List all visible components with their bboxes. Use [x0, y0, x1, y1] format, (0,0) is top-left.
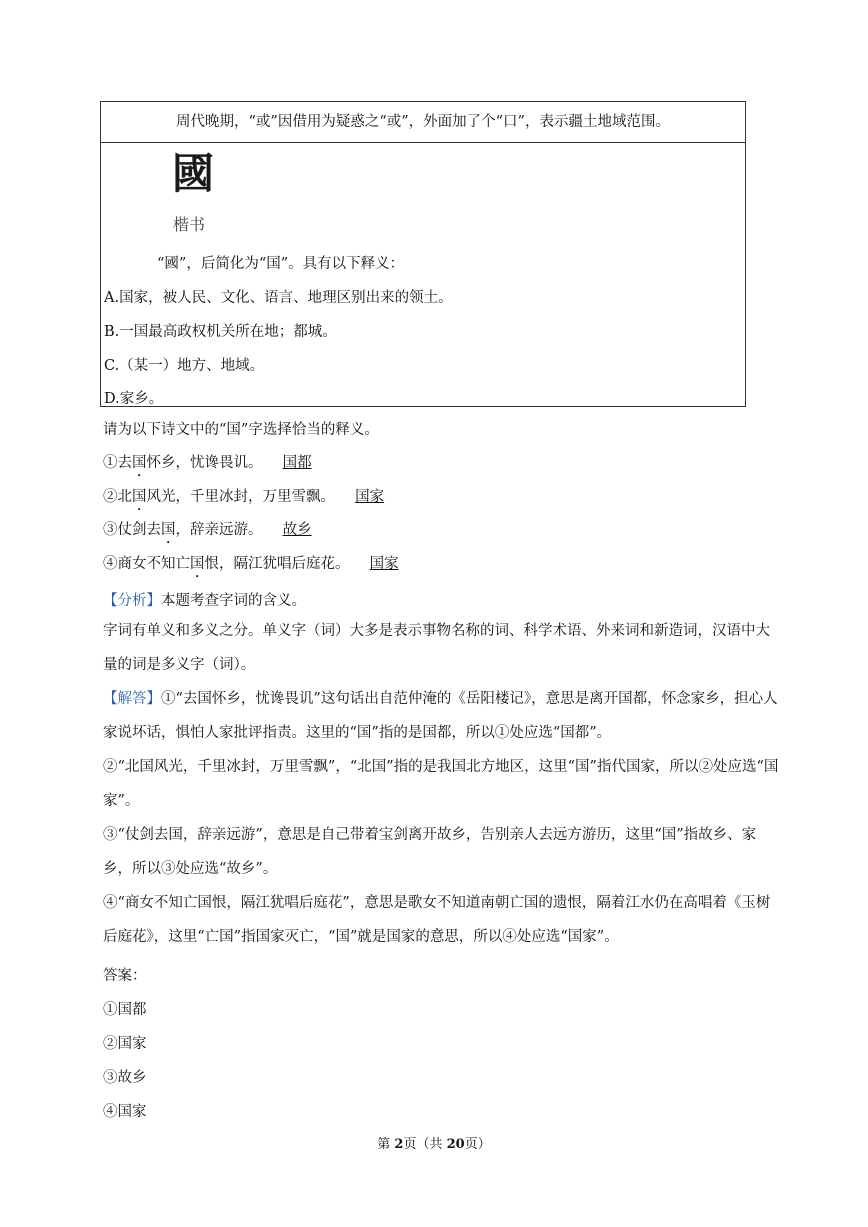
answer-blank: 国家 — [355, 489, 385, 505]
answer-blank: 国家 — [369, 556, 399, 572]
page-number: 2 — [394, 1137, 404, 1152]
emphasized-char: 国 — [132, 489, 147, 505]
definition-intro: “國”，后简化为“国”。具有以下释义： — [157, 256, 405, 272]
page-total: 20 — [446, 1137, 465, 1152]
answer-1: ①国都 — [103, 1002, 147, 1018]
question-text: 请为以下诗文中的“国”字选择恰当的释义。 — [103, 422, 379, 438]
analysis-paragraph: 字词有单义和多义之分。单义字（词）大多是表示事物名称的词、科学术语、外来词和新造词，汉语中大量的词是多义字（词）。 — [103, 623, 770, 673]
script-label: 楷书 — [173, 215, 206, 234]
item-number: ① — [103, 455, 118, 471]
answer-label: 答案： — [103, 968, 147, 984]
regular-script-glyph: 國 — [171, 149, 214, 198]
solution-paragraph-1: 【解答】①“去国怀乡，忧谗畏讥”这句话出自范仲淹的《岳阳楼记》，意思是离开国都，怀念家乡，担心人家说坏话，惧怕人家批评指责。这里的“国”指的是国都，所以①处应选“国都”。 — [103, 691, 778, 741]
box-header-text: 周代晚期，“或”因借用为疑惑之“或”，外面加了个“口”，表示疆土地域范围。 — [101, 102, 745, 143]
item-number: ② — [103, 489, 118, 505]
question-item-4: ④商女不知亡国恨，隔江犹唱后庭花。 国家 — [103, 552, 414, 573]
question-item-2: ②北国风光，千里冰封，万里雪飘。 国家 — [103, 485, 400, 506]
analysis-line: 【分析】本题考查字词的含义。 — [103, 593, 306, 609]
item-number: ③ — [103, 522, 118, 538]
emphasized-char: 国 — [190, 556, 205, 572]
solution-label: 【解答】 — [103, 691, 161, 707]
answer-blank: 国都 — [282, 455, 312, 471]
answer-4: ④国家 — [103, 1104, 147, 1120]
definition-a: A.国家，被人民、文化、语言、地理区别出来的领土。 — [104, 290, 453, 306]
answer-2: ②国家 — [103, 1036, 147, 1052]
emphasized-char: 国 — [161, 522, 176, 538]
emphasized-char: 国 — [132, 455, 147, 471]
definition-box — [100, 101, 746, 407]
analysis-label: 【分析】 — [103, 593, 161, 609]
solution-paragraph-2: ②“北国风光，千里冰封，万里雪飘”，“北国”指的是我国北方地区，这里“国”指代国家，所以②处应选“国家”。 — [103, 759, 779, 809]
answer-blank: 故乡 — [282, 522, 312, 538]
question-item-3: ③仗剑去国，辞亲远游。 故乡 — [103, 518, 327, 539]
answer-3: ③故乡 — [103, 1070, 147, 1086]
solution-paragraph-3: ③“仗剑去国，辞亲远游”，意思是自己带着宝剑离开故乡，告别亲人去远方游历，这里“国”指故乡、家乡，所以③处应选“故乡”。 — [103, 827, 757, 877]
solution-paragraph-4: ④“商女不知亡国恨，隔江犹唱后庭花”，意思是歌女不知道南朝亡国的遗恨，隔着江水仍在高唱着《玉树后庭花》，这里“亡国”指国家灭亡，“国”就是国家的意思，所以④处应选“国家”。 — [103, 895, 771, 945]
question-item-1: ①去国怀乡，忧谗畏讥。 国都 — [103, 451, 327, 472]
definition-b: B.一国最高政权机关所在地；都城。 — [104, 324, 337, 340]
item-number: ④ — [103, 556, 118, 572]
page-footer: 第 2页（共 20页） — [377, 1137, 491, 1152]
definition-c: C.（某一）地方、地域。 — [104, 358, 265, 374]
definition-d: D.家乡。 — [104, 391, 164, 407]
